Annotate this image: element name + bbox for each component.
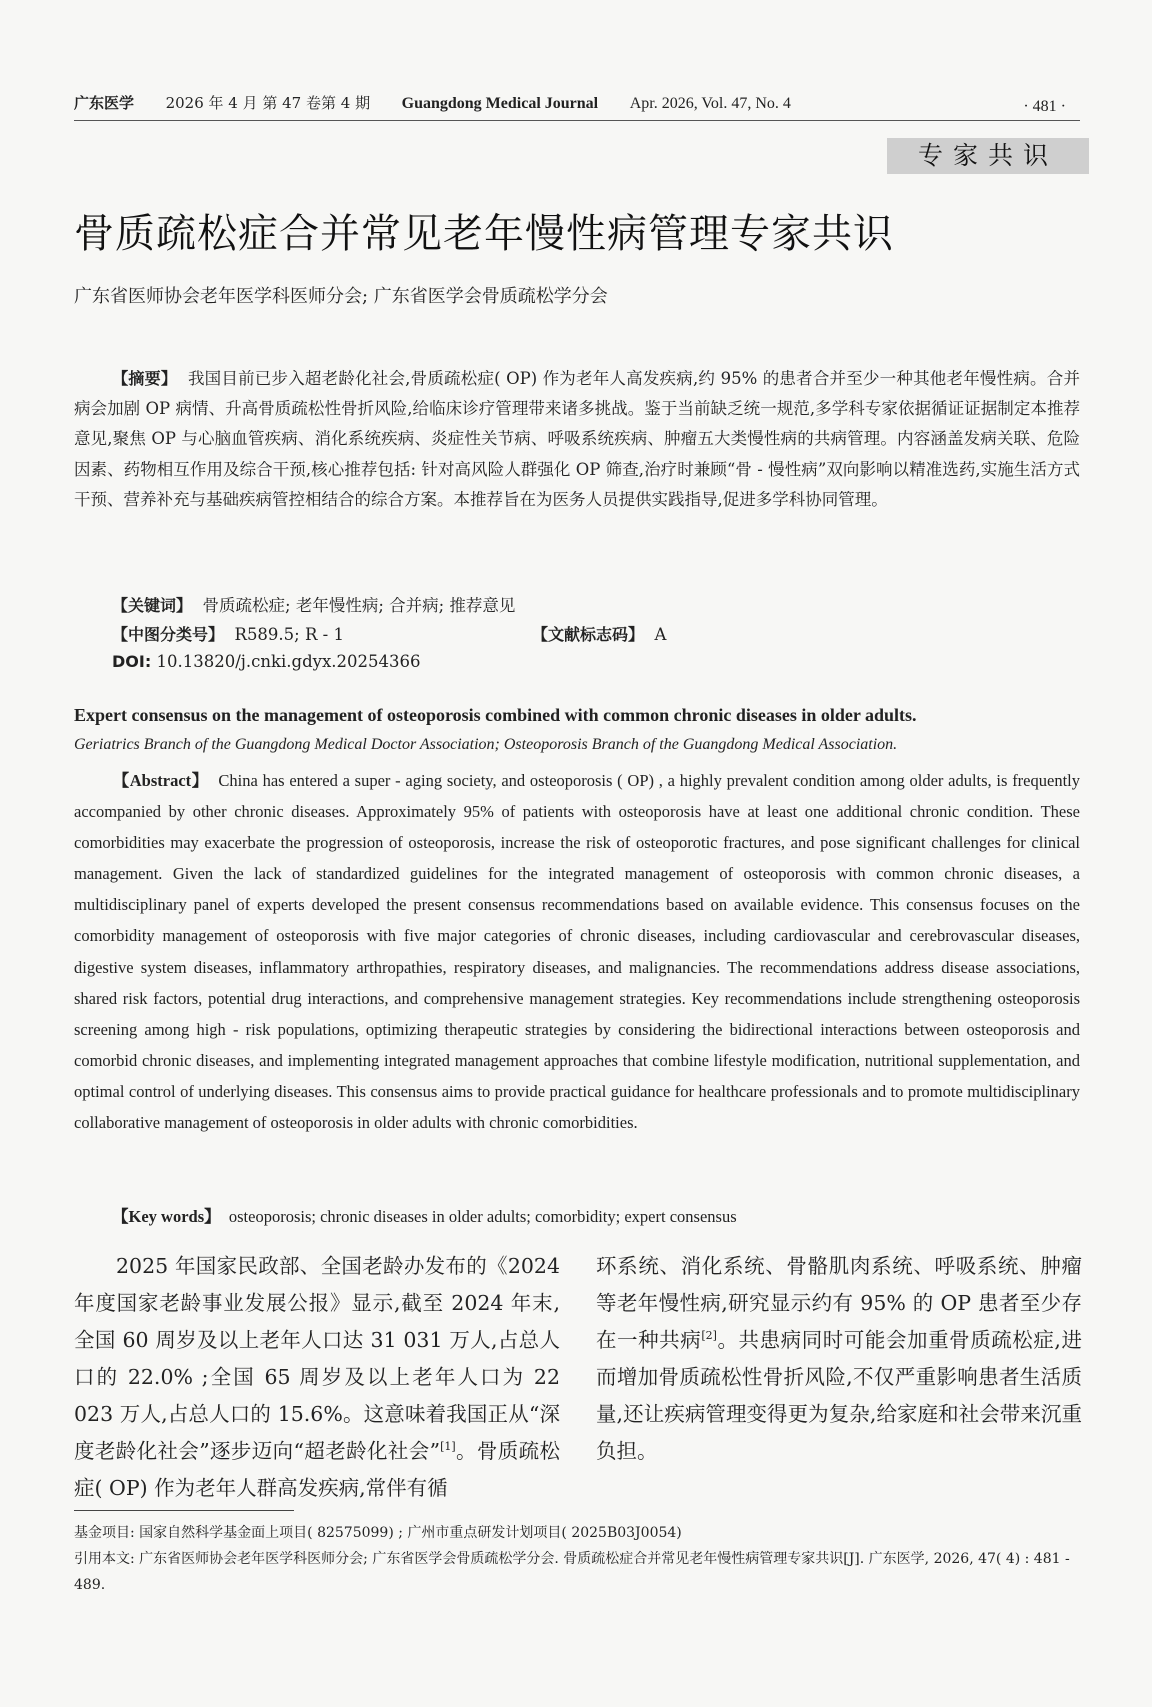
keywords-en — [74, 1203, 737, 1227]
abstract-cn — [74, 364, 1080, 515]
doc-code-label: 【文献标志码】 — [532, 625, 645, 644]
keywords-en-label: 【Key words】 — [112, 1207, 221, 1226]
header-rule — [74, 120, 1080, 121]
citation-footnote: 引用本文: 广东省医师协会老年医学科医师分会; 广东省医学会骨质疏松学分会. 骨质疏松症合并常见老年慢性病管理专家共识[J]. 广东医学, 2026, 47( 4) : 481 - 489. — [74, 1551, 1070, 1593]
doc-code-line — [532, 622, 666, 645]
abstract-cn-text: 我国目前已步入超老龄化社会,骨质疏松症( OP) 作为老年人高发疾病,约 95% 的患者合并至少一种其他老年慢性病。合并病会加剧 OP 病情、升高骨质疏松性骨折风险,给临床诊疗管理带来诸多挑战。鉴于当前缺乏统一规范,多学科专家依据循证证据制定本推荐意见,聚焦 OP 与心脑血管疾病、消化系统疾病、炎症性关节病、呼吸系统疾病、肿瘤五大类慢性病的共病管理。内容涵盖发病关联、危险因素、药物相互作用及综合干预,核心推荐包括: 针对高风险人群强化 OP 筛查,治疗时兼顾“骨 - 慢性病”双向影响以精准选药,实施生活方式干预、营养补充与基础疾病管控相结合的综合方案。本推荐旨在为医务人员提供实践指导,促进多学科协同管理。 — [74, 369, 1080, 509]
keywords-cn — [74, 592, 515, 616]
citation-ref-2[interactable]: [2] — [701, 1329, 717, 1342]
abstract-en-label: 【Abstract】 — [112, 771, 209, 790]
english-authors: Geriatrics Branch of the Guangdong Medical Doctor Association; Osteoporosis Branch of the Guangdong Medical Association. — [74, 736, 898, 753]
abstract-cn-label: 【摘要】 — [112, 369, 178, 388]
body-right-paragraph: 环系统、消化系统、骨骼肌肉系统、呼吸系统、肿瘤等老年慢性病,研究显示约有 95% 的 OP 患者至少存在一种共病 — [596, 1254, 1082, 1352]
english-title: Expert consensus on the management of osteoporosis combined with common chronic diseases in older adults. — [74, 705, 917, 725]
body-right-column — [596, 1248, 1082, 1470]
abstract-en — [74, 765, 1080, 1138]
abstract-en-text: China has entered a super - aging society, and osteoporosis ( OP) , a highly prevalent condition among older adults, is frequently accompanied by other chronic diseases. Approximately 95% of patients with osteoporosis have at least one additional chronic condition. These comorbidities may exacerbate the progression of osteoporosis, increase the risk of osteoporotic fractures, and pose significant challenges for clinical management. Given the lack of standardized guidelines for the integrated management of osteoporosis with common chronic diseases, a multidisciplinary panel of experts developed the present consensus recommendations based on available evidence. This consensus focuses on the comorbidity management of osteoporosis with five major categories of chronic diseases, including cardiovascular and cerebrovascular diseases, digestive system diseases, inflammatory arthropathies, respiratory diseases, and malignancies. The recommendations address disease associations, shared risk factors, potential drug interactions, and comprehensive management strategies. Key recommendations include strengthening osteoporosis screening among high - risk populations, optimizing therapeutic strategies by considering the bidirectional interactions between osteoporosis and comorbid chronic diseases, and implementing integrated management approaches that combine lifestyle modification, nutritional supplementation, and optimal control of underlying diseases. This consensus aims to provide practical guidance for healthcare professionals and to promote multidisciplinary collaborative management of osteoporosis in older adults with chronic comorbidities. — [74, 771, 1080, 1133]
doi-line — [74, 652, 421, 671]
funding-footnote: 基金项目: 国家自然科学基金面上项目( 82575099) ; 广州市重点研发计划项目( 2025B03J0054) — [74, 1525, 682, 1541]
page-number: · 481 · — [1023, 98, 1066, 115]
issue-en: Apr. 2026, Vol. 47, No. 4 — [629, 95, 791, 112]
keywords-cn-text: 骨质疏松症; 老年慢性病; 合并病; 推荐意见 — [202, 596, 516, 615]
doi-label: DOI: — [112, 652, 152, 671]
journal-name-cn: 广东医学 — [74, 94, 135, 112]
body-left-paragraph-end: 。骨质疏松症( OP) 作为老年人群高发疾病,常伴有循 — [74, 1439, 560, 1500]
keywords-en-text: osteoporosis; chronic diseases in older adults; comorbidity; expert consensus — [228, 1207, 737, 1226]
keywords-cn-label: 【关键词】 — [112, 596, 193, 615]
doi-value: 10.13820/j.cnki.gdyx.20254366 — [156, 652, 421, 671]
article-title: 骨质疏松症合并常见老年慢性病管理专家共识 — [74, 211, 894, 257]
body-left-paragraph: 2025 年国家民政部、全国老龄办发布的《2024 年度国家老龄事业发展公报》显示,截至 2024 年末,全国 60 周岁及以上老年人口达 31 031 万人,占总人口的 22.0% ;全国 65 周岁及以上老年人口为 22 023 万人,占总人口的 15.6%。这意味着我国正从“深度老龄化社会”逐步迈向“超老龄化社会” — [74, 1254, 560, 1463]
clc-value: R589.5; R - 1 — [234, 625, 344, 644]
classification-line — [74, 622, 344, 645]
body-right-paragraph-end: 。共患病同时可能会加重骨质疏松症,进而增加骨质疏松性骨折风险,不仅严重影响患者生活质量,还让疾病管理变得更为复杂,给家庭和社会带来沉重负担。 — [596, 1328, 1083, 1463]
article-authors: 广东省医师协会老年医学科医师分会; 广东省医学会骨质疏松学分会 — [74, 286, 608, 307]
clc-label: 【中图分类号】 — [112, 625, 225, 644]
journal-name-en: Guangdong Medical Journal — [401, 95, 599, 112]
footnote-rule — [74, 1510, 294, 1511]
body-left-column — [74, 1248, 560, 1507]
doc-code-value: A — [654, 625, 667, 644]
section-tag: 专家共识 — [887, 138, 1089, 174]
issue-cn: 2026 年 4 月 第 47 卷第 4 期 — [165, 94, 371, 112]
running-header — [74, 92, 791, 113]
citation-ref-1[interactable]: [1] — [440, 1440, 456, 1453]
